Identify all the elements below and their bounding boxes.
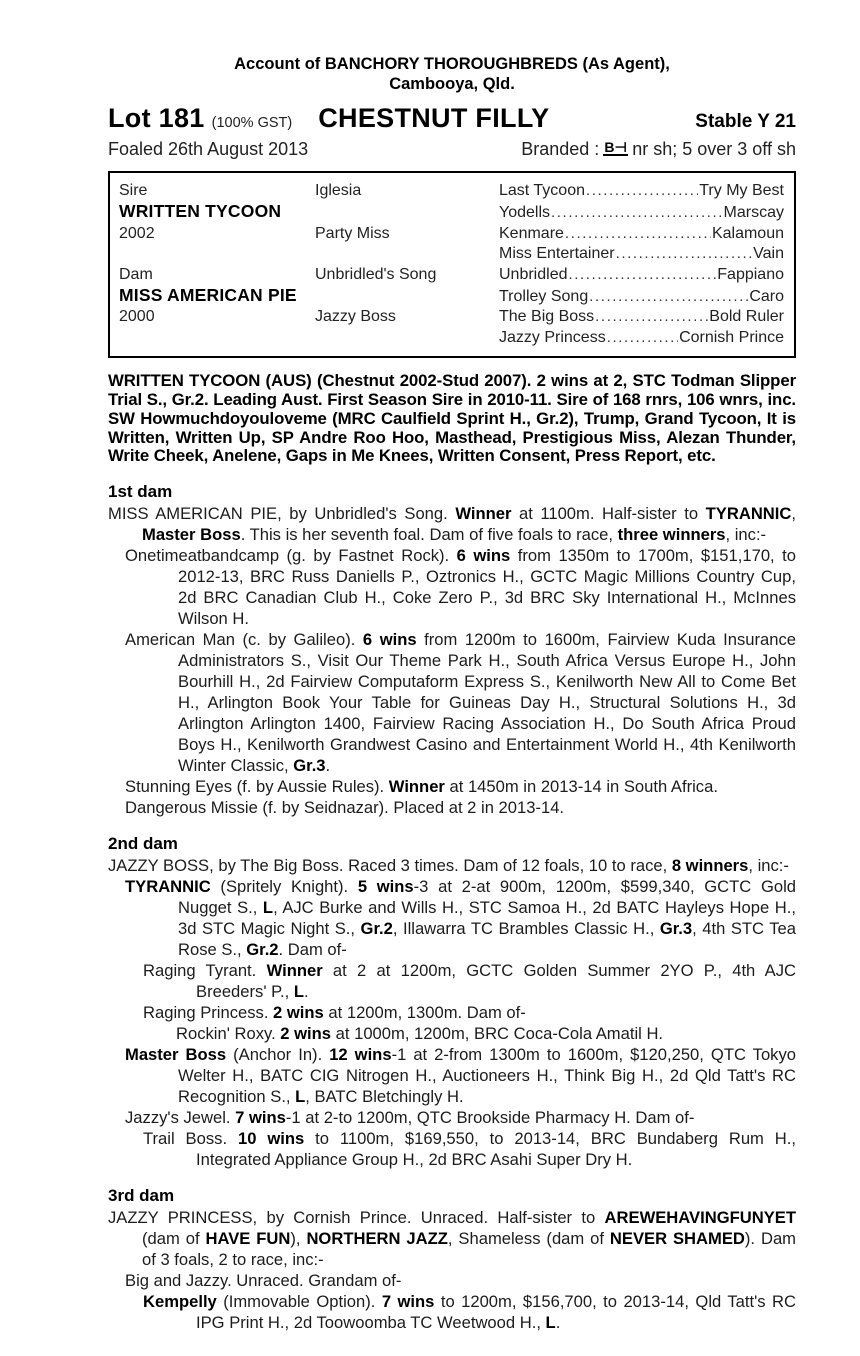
sire-summary: WRITTEN TYCOON (AUS) (Chestnut 2002-Stud 2007). 2 wins at 2, STC Todman Slipper Trial S., Gr.2. Leading Aust. First Season Sire in 2010-11. Sire of 168 rnrs, 106 wnrs, inc. SW Howmuchdoyouloveme (MRC Caulfield Sprint H., Gr.2), Trump, Grand Tycoon, It is Written, Written Up, SP Andre Roo Hoo, Masthead, Prestigious Miss, Alezan Thunder, Write Cheek, Anelene, Gaps in Me Knees, Written Consent, Press Report, etc. [108, 371, 796, 466]
pedigree-row [119, 285, 784, 307]
foaled-date: Foaled 26th August 2013 [108, 139, 309, 159]
pedigree-paragraph: American Man (c. by Galileo). 6 wins from 1200m to 1600m, Fairview Kuda Insurance Administrators S., Visit Our Theme Park H., South Africa Versus Europe H., John Bourhill H., 2d Fairview Computaform Express S., Kenilworth New All to Come Bet H., Arlington Book Your Table for Guineas Day H., Structural Solutions H., 3d Arlington Arlington 1400, Fairview Racing Association H., Do South Africa Proud Boys H., Kenilworth Grandwest Casino and Entertainment World H., 4th Kenilworth Winter Classic, Gr.3. [125, 630, 796, 776]
granddam-name: Party Miss [315, 224, 390, 242]
pedigree-paragraph: TYRANNIC (Spritely Knight). 5 wins-3 at 2-at 900m, 1200m, $599,340, GCTC Gold Nugget S., L, AJC Burke and Wills H., STC Samoa H., 2d BATC Hayleys Hope H., 3d STC Magic Night S., Gr.2, Illawarra TC Brambles Classic H., Gr.3, 4th STC Tea Rose S., Gr.2. Dam of- [125, 877, 797, 960]
pedigree-paragraph: Master Boss (Anchor In). 12 wins-1 at 2-from 1300m to 1600m, $120,250, QTC Tokyo Welter H., BATC CIG Nitrogen H., Auctioneers H., Think Big H., 2d Qld Tatt's RC Recognition S., L, BATC Bletchingly H. [125, 1045, 796, 1107]
dotted-leader [551, 203, 723, 223]
pedigree-paragraph: Jazzy's Jewel. 7 wins-1 at 2-to 1200m, QTC Brookside Pharmacy H. Dam of- [125, 1108, 695, 1128]
section-heading: 2nd dam [108, 834, 178, 854]
ancestor-name: Trolley Song [499, 288, 589, 306]
dam-name: MISS AMERICAN PIE [119, 285, 297, 306]
pedigree-row [119, 181, 784, 201]
ancestor-name: Kenmare [499, 224, 564, 242]
ancestor-name: Fappiano [717, 265, 784, 283]
section-heading: 3rd dam [108, 1186, 175, 1206]
ancestor-name: Try My Best [699, 182, 784, 199]
pedigree-paragraph: Raging Tyrant. Winner at 2 at 1200m, GCTC Golden Summer 2YO P., 4th AJC Breeders' P., L. [143, 961, 796, 1002]
ancestor-name: Jazzy Princess [499, 328, 606, 346]
ancestor-name: Bold Ruler [709, 308, 784, 326]
brand-mark-icon: B⊣ [604, 139, 628, 155]
foaled-row [108, 139, 796, 160]
pedigree-row [119, 307, 784, 327]
horse-title: CHESTNUT FILLY [318, 103, 550, 133]
section-heading: 1st dam [108, 482, 173, 502]
pedigree-row [119, 224, 784, 244]
dotted-leader [607, 328, 678, 348]
account-line-1: Account of BANCHORY THOROUGHBREDS (As Agent), [234, 55, 670, 73]
dotted-leader [589, 287, 748, 307]
ancestor-name: Vain [753, 245, 784, 263]
gst-note: (100% GST) [211, 115, 293, 131]
ancestor-name: Kalamoun [711, 224, 784, 242]
pedigree-paragraph: MISS AMERICAN PIE, by Unbridled's Song. Winner at 1100m. Half-sister to TYRANNIC, Master Boss. This is her seventh foal. Dam of five foals to race, three winners, inc:- [108, 504, 797, 545]
dotted-leader [568, 265, 716, 285]
pedigree-row [119, 244, 784, 264]
ancestor-name: Yodells [499, 204, 551, 222]
ancestor-name: The Big Boss [499, 308, 595, 326]
branded-detail: nr sh; 5 over 3 off sh [632, 139, 796, 159]
ancestor-name: Unbridled [499, 265, 568, 283]
ancestor-name: Miss Entertainer [499, 245, 615, 263]
ancestor-name: Marscay [723, 204, 784, 222]
ancestor-name: Last Tycoon [499, 182, 585, 199]
lot-row [108, 103, 796, 134]
damsire-name: Unbridled's Song [315, 265, 437, 283]
pedigree-table [108, 171, 796, 358]
dotted-leader [595, 307, 708, 327]
pedigree-paragraph: Stunning Eyes (f. by Aussie Rules). Winner at 1450m in 2013-14 in South Africa. [125, 777, 718, 797]
pedigree-paragraph: Trail Boss. 10 wins to 1100m, $169,550, to 2013-14, BRC Bundaberg Rum H., Integrated Appliance Group H., 2d BRC Asahi Super Dry H. [143, 1129, 796, 1170]
stable-number: Stable Y 21 [695, 111, 796, 132]
pedigree-paragraph: Onetimeatbandcamp (g. by Fastnet Rock). 6 wins from 1350m to 1700m, $151,170, to 2012-13, BRC Russ Daniells P., Oztronics H., GCTC Magic Millions Country Cup, 2d BRC Canadian Club H., Coke Zero P., 3d BRC Sky International H., McInnes Wilson H. [125, 546, 796, 629]
pedigree-row [119, 328, 784, 348]
dotted-leader [616, 244, 753, 264]
pedigree-paragraph: Raging Princess. 2 wins at 1200m, 1300m. Dam of- [143, 1003, 526, 1023]
sire-year: 2002 [119, 224, 155, 242]
dotted-leader [586, 181, 698, 201]
ancestor-name: Cornish Prince [679, 328, 784, 346]
pedigree-row [119, 201, 784, 223]
lot-number: Lot 181 [108, 103, 205, 133]
account-line-2: Cambooya, Qld. [389, 75, 515, 93]
pedigree-row [119, 265, 784, 285]
grandsire-name: Iglesia [315, 182, 362, 199]
pedigree-paragraph: Dangerous Missie (f. by Seidnazar). Placed at 2 in 2013-14. [125, 798, 565, 818]
branded-label: Branded : [521, 139, 600, 159]
dotted-leader [565, 224, 711, 244]
sire-name: WRITTEN TYCOON [119, 201, 282, 222]
ancestor-name: Caro [749, 288, 784, 306]
dam-label: Dam [119, 265, 153, 283]
dam-sections [108, 481, 796, 1333]
pedigree-paragraph: Big and Jazzy. Unraced. Grandam of- [125, 1271, 402, 1291]
sire-label: Sire [119, 182, 148, 199]
second-dam-name: Jazzy Boss [315, 308, 396, 326]
dam-year: 2000 [119, 308, 155, 326]
pedigree-paragraph: Kempelly (Immovable Option). 7 wins to 1200m, $156,700, to 2013-14, Qld Tatt's RC IPG Print H., 2d Toowoomba TC Weetwood H., L. [143, 1292, 796, 1333]
pedigree-paragraph: JAZZY BOSS, by The Big Boss. Raced 3 times. Dam of 12 foals, 10 to race, 8 winners, inc:- [108, 856, 789, 876]
branded-info [521, 139, 796, 160]
pedigree-paragraph: JAZZY PRINCESS, by Cornish Prince. Unraced. Half-sister to AREWEHAVINGFUNYET (dam of HAVE FUN), NORTHERN JAZZ, Shameless (dam of NEVER SHAMED). Dam of 3 foals, 2 to race, inc:- [108, 1208, 796, 1270]
pedigree-paragraph: Rockin' Roxy. 2 wins at 1000m, 1200m, BRC Coca-Cola Amatil H. [176, 1024, 664, 1044]
